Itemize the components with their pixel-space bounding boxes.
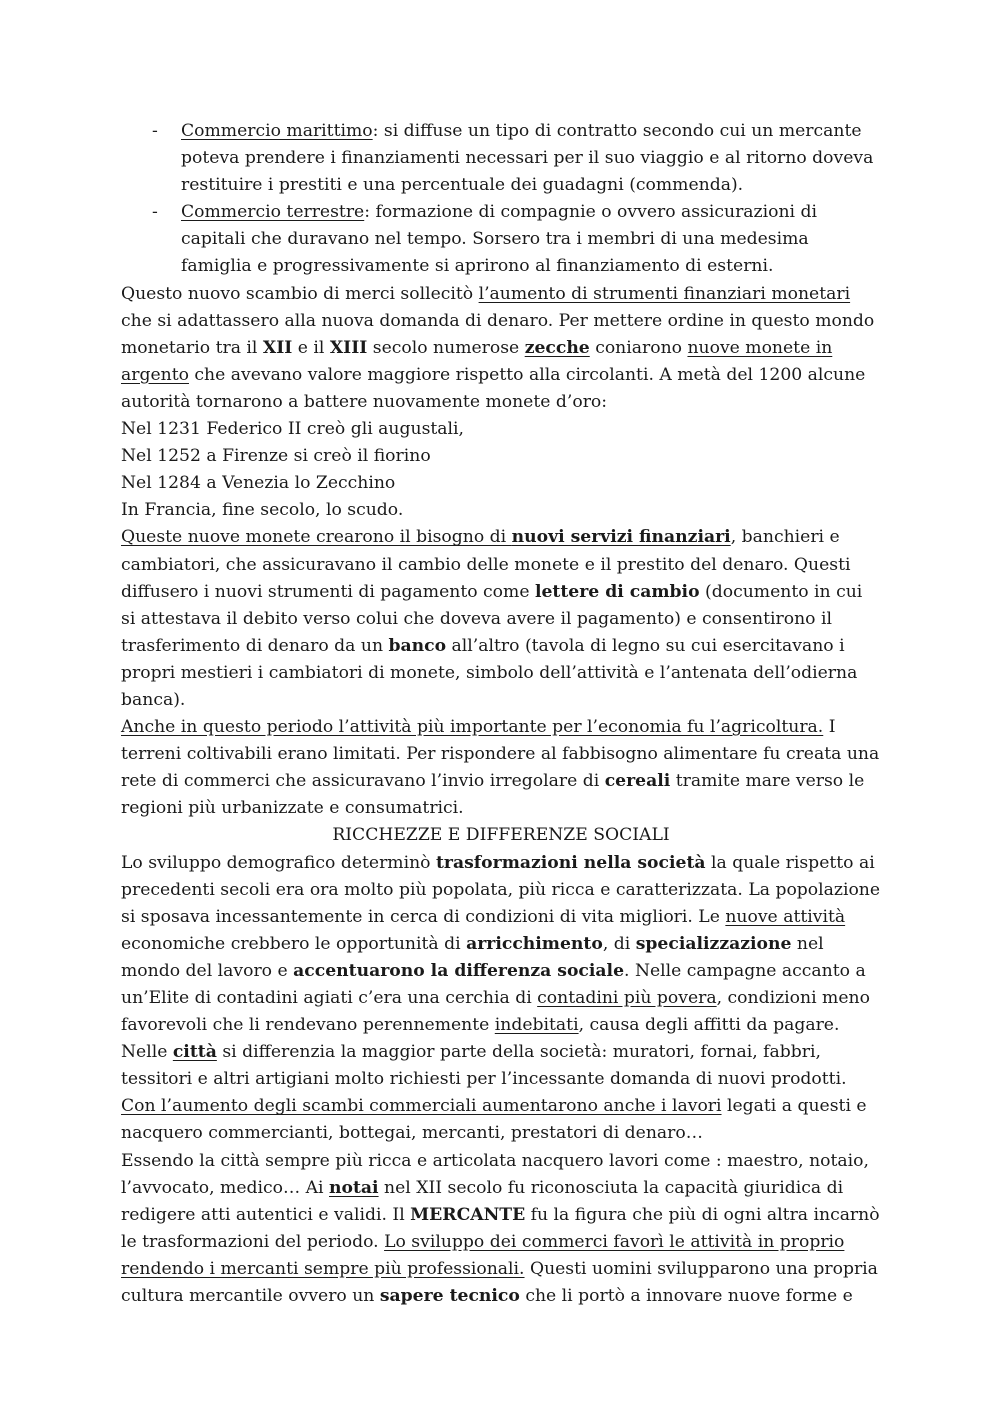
paragraph-monetary-instruments — [121, 281, 881, 416]
text: tramite mare verso le regioni più urbanizzate e consumatrici. — [121, 771, 865, 819]
list-item — [121, 118, 881, 199]
paragraph-professions — [121, 1148, 881, 1311]
underlined-text: Anche in questo periodo l’attività più importante per l’economia fu l’agricoltura. — [121, 717, 824, 738]
text: nel XII secolo fu riconosciuta la capacità giuridica di redigere atti autentici e validi. Il — [121, 1177, 844, 1225]
underlined-text: Lo sviluppo dei commerci favorì le attività in proprio rendendo i mercanti sempre più professionali. — [121, 1231, 845, 1279]
bold-text: XIII — [329, 337, 368, 358]
bullet-list — [121, 118, 881, 281]
list-item — [121, 199, 881, 280]
list-term: Commercio marittimo — [181, 121, 373, 141]
underlined-text: l’aumento di strumenti finanziari monetari — [478, 283, 851, 304]
dash-marker: - — [152, 202, 158, 223]
text: secolo numerose — [367, 337, 525, 358]
underlined-text: Queste nuove monete crearono il bisogno di — [121, 527, 512, 548]
bold-text: XII — [262, 337, 293, 358]
paragraph-agriculture — [121, 714, 881, 822]
text: legati a questi e nacquero commercianti, bottegai, mercanti, prestatori di denaro… — [121, 1096, 867, 1144]
text: , causa degli affitti da pagare. Nelle — [121, 1015, 840, 1063]
text: . Nelle campagne accanto a un’Elite di contadini agiati c’era una cerchia di — [121, 960, 866, 1008]
bold-text: MERCANTE — [410, 1204, 526, 1225]
text: , condizioni meno favorevoli che li rendevano perennemente — [121, 988, 870, 1036]
bold-underlined-text: notai — [329, 1177, 379, 1198]
coin-line: Nel 1284 a Venezia lo Zecchino — [121, 473, 396, 494]
bold-text: specializzazione — [635, 933, 792, 954]
text: nel mondo del lavoro e — [121, 933, 824, 981]
section-heading: RICCHEZZE E DIFFERENZE SOCIALI — [332, 825, 670, 846]
underlined-text: indebitati — [494, 1015, 579, 1036]
text: che li portò a innovare nuove forme e — [519, 1286, 853, 1307]
coin-line: Nel 1231 Federico II creò gli augustali, — [121, 419, 465, 440]
underlined-text: nuove attività — [725, 906, 846, 927]
bold-underlined-text: zecche — [524, 337, 590, 358]
list-term: Commercio terrestre — [181, 202, 365, 223]
underlined-text: contadini più povera — [537, 988, 717, 1008]
text: (documento in cui si attestava il debito verso colui che doveva avere il pagamento) e consentirono il trasferimento di denaro da un — [121, 581, 863, 656]
bold-text: arricchimento — [466, 933, 603, 954]
text: la quale rispetto ai precedenti secoli era ora molto più popolata, più ricca e caratterizzata. La popolazione si sposava incessantemente in cerca di condizioni di vita migliori. Le — [121, 852, 881, 927]
text: fu la figura che più di ogni altra incarnò le trasformazioni del periodo. — [121, 1204, 880, 1252]
text: , banchieri e cambiatori, che assicuravano il cambio delle monete e il prestito del denaro. Questi diffusero i nuovi strumenti di pagamento come — [121, 527, 851, 602]
bold-text: banco — [388, 635, 447, 656]
list-text: : si diffuse un tipo di contratto secondo cui un mercante poteva prendere i finanziamenti necessari per il suo viaggio e al ritorno doveva restituire i prestiti e una percentuale dei guadagni (commenda). — [181, 121, 874, 196]
text: , di — [602, 933, 636, 954]
text: Questo nuovo scambio di merci sollecitò — [121, 283, 479, 304]
text: si differenzia la maggior parte della società: muratori, fornai, fabbri, tessitori e altri artigiani molto richiesti per l’incessante domanda di nuovi prodotti. — [121, 1042, 847, 1090]
text: Essendo la città sempre più ricca e articolata nacquero lavori come : maestro, notaio, l’avvocato, medico… Ai — [121, 1150, 869, 1198]
text: I terreni coltivabili erano limitati. Per rispondere al fabbisogno alimentare fu creata una rete di commerci che assicuravano l’invio irregolare di — [121, 717, 880, 792]
text: e il — [292, 337, 330, 358]
text: coniarono — [589, 337, 688, 358]
paragraph-financial-services — [121, 524, 881, 714]
text: che avevano valore maggiore rispetto alla circolanti. A metà del 1200 alcune autorità tornarono a battere nuovamente monete d’oro: — [121, 364, 866, 412]
coin-line: Nel 1252 a Firenze si creò il fiorino — [121, 446, 431, 467]
bold-text: accentuarono la differenza sociale — [293, 960, 625, 981]
document-body — [121, 118, 881, 1310]
bold-text: lettere di cambio — [534, 581, 700, 602]
dash-marker: - — [152, 121, 158, 141]
bold-text: trasformazioni nella società — [435, 852, 706, 873]
list-text: : formazione di compagnie o ovvero assicurazioni di capitali che duravano nel tempo. Sorsero tra i membri di una medesima famiglia e progressivamente si aprirono al finanziamento di esterni. — [181, 202, 817, 277]
bold-underlined-text: nuovi servizi finanziari — [511, 527, 731, 548]
text: Lo sviluppo demografico determinò — [121, 852, 436, 873]
bold-underlined-text: città — [172, 1042, 217, 1063]
bold-text: sapere tecnico — [379, 1286, 520, 1307]
coin-line: In Francia, fine secolo, lo scudo. — [121, 500, 404, 521]
underlined-text: nuove monete in argento — [121, 337, 833, 385]
bold-text: cereali — [604, 771, 671, 792]
text: che si adattassero alla nuova domanda di denaro. Per mettere ordine in questo mondo monetario tra il — [121, 310, 875, 358]
text: economiche crebbero le opportunità di — [121, 933, 467, 954]
underlined-text: Con l’aumento degli scambi commerciali aumentarono anche i lavori — [121, 1096, 722, 1117]
text: Questi uomini svilupparono una propria cultura mercantile ovvero un — [121, 1258, 878, 1307]
paragraph-social-differences — [121, 850, 881, 1148]
text: all’altro (tavola di legno su cui esercitavano i propri mestieri i cambiatori di monete, simbolo dell’attività e l’antenata dell’odierna banca). — [121, 635, 858, 710]
